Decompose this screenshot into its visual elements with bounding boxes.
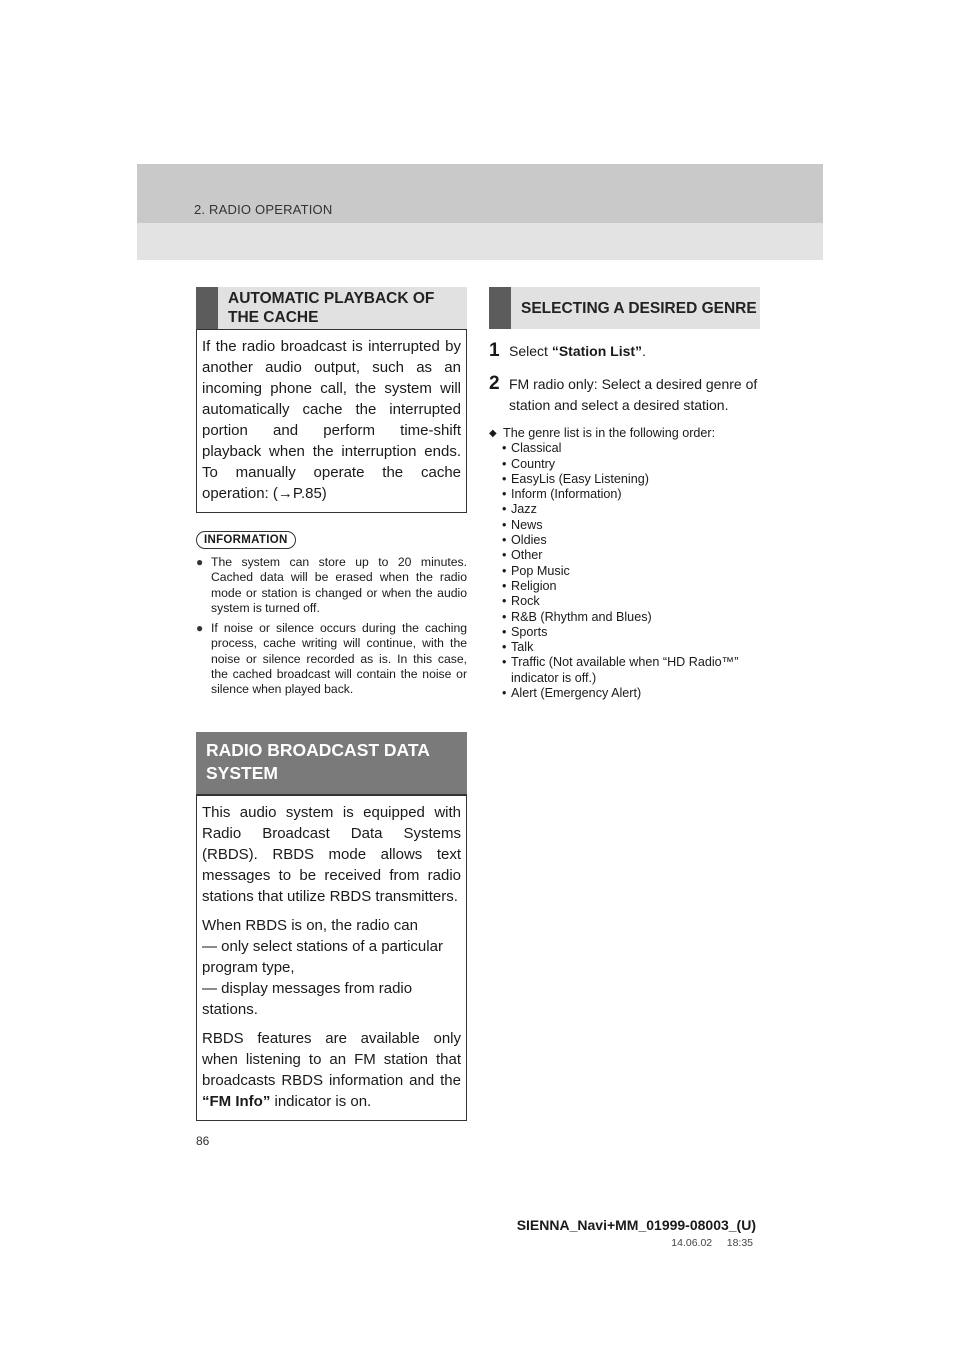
- station-list-label: “Station List”: [551, 343, 643, 359]
- cache-body-box: [196, 329, 467, 513]
- genre-item: • Jazz: [502, 502, 760, 517]
- information-item: ● If noise or silence occurs during the caching process, cache writing will continue, with the noise or silence recorded as is. In this case, the cached broadcast will contain the noise or silence when played back.: [196, 621, 467, 697]
- genre-item: • Sports: [502, 625, 760, 640]
- header-band: [137, 164, 823, 260]
- rbds-line-1: When RBDS is on, the radio can: [202, 916, 418, 934]
- rbds-line-3: — display messages from radio stations.: [202, 979, 413, 1018]
- rbds-p3-suffix: indicator is on.: [270, 1092, 372, 1110]
- rbds-body-box: [196, 796, 467, 1121]
- step-2: [489, 374, 760, 416]
- rbds-heading: RADIO BROADCAST DATA SYSTEM: [196, 732, 467, 796]
- rbds-paragraph-1: This audio system is equipped with Radio Broadcast Data Systems (RBDS). RBDS mode allows text messages to be received from radio stations that utilize RBDS transmitters.: [202, 803, 461, 905]
- genre-list-intro: ◆ The genre list is in the following order:: [489, 426, 760, 441]
- left-column: [196, 287, 467, 1121]
- genre-item: • News: [502, 518, 760, 533]
- section-title: 2. RADIO OPERATION: [194, 202, 333, 217]
- step-1-prefix: Select: [509, 343, 552, 359]
- genre-item: • Other: [502, 548, 760, 563]
- rbds-paragraph-2: [202, 915, 461, 1020]
- step-1-suffix: .: [642, 343, 646, 359]
- genre-list: [489, 441, 760, 701]
- genre-item: • Talk: [502, 640, 760, 655]
- information-list: [196, 555, 467, 698]
- right-column: [489, 287, 760, 701]
- genre-item: • Country: [502, 457, 760, 472]
- page-number: 86: [196, 1134, 210, 1148]
- genre-item: • Inform (Information): [502, 487, 760, 502]
- step-2-number: 2: [489, 373, 500, 394]
- information-item: ● The system can store up to 20 minutes. Cached data will be erased when the radio mode or station is changed or when the audio system is turned off.: [196, 555, 467, 616]
- genre-item: • Religion: [502, 579, 760, 594]
- rbds-line-2: — only select stations of a particular program type,: [202, 937, 443, 976]
- genre-item: • R&B (Rhythm and Blues): [502, 610, 760, 625]
- genre-item: • Rock: [502, 594, 760, 609]
- genre-heading-text: SELECTING A DESIRED GENRE: [521, 299, 757, 317]
- step-1-text: [509, 341, 760, 362]
- step-2-text: FM radio only: Select a desired genre of station and select a desired station.: [509, 376, 758, 413]
- genre-item: • Traffic (Not available when “HD Radio™” indicator is off.): [502, 655, 760, 686]
- cache-heading-text: AUTOMATIC PLAYBACK OF THE CACHE: [228, 290, 435, 326]
- rbds-paragraph-3: [202, 1028, 461, 1112]
- information-tag: INFORMATION: [196, 531, 296, 549]
- cache-heading: [196, 287, 467, 329]
- genre-item: • Alert (Emergency Alert): [502, 686, 760, 701]
- genre-item: • Oldies: [502, 533, 760, 548]
- step-1-number: 1: [489, 340, 500, 361]
- rbds-p3-prefix: RBDS features are available only when listening to an FM station that broadcasts RBDS information and the: [202, 1029, 461, 1089]
- cache-body-text: If the radio broadcast is interrupted by another audio output, such as an incoming phone call, the system will automatically cache the interrupted portion and perform time-shift playback when the interruption ends. To manually operate the cache operation: (→P.85): [202, 338, 461, 502]
- fm-info-label: “FM Info”: [202, 1092, 271, 1110]
- document-code: SIENNA_Navi+MM_01999-08003_(U): [516, 1217, 756, 1233]
- genre-heading: [489, 287, 760, 329]
- genre-item: • Pop Music: [502, 564, 760, 579]
- print-timestamp: 14.06.02 18:35: [671, 1237, 753, 1249]
- step-1: [489, 341, 760, 362]
- genre-item: • Classical: [502, 441, 760, 456]
- genre-item: • EasyLis (Easy Listening): [502, 472, 760, 487]
